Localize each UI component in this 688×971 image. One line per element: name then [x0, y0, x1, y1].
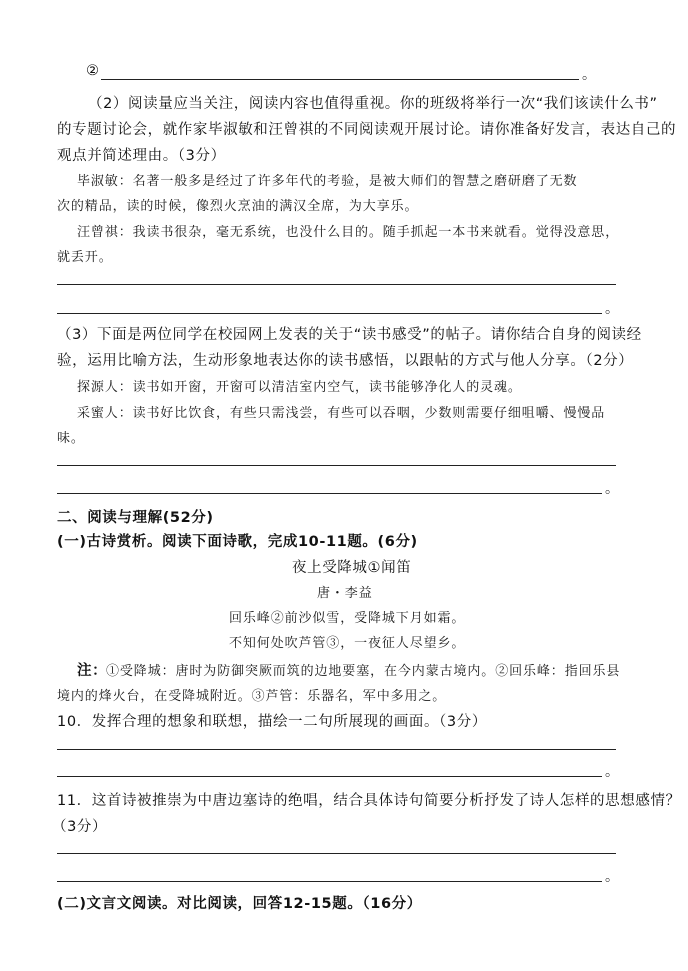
poem-line2: 不知何处吹芦管③，一夜征人尽望乡。	[229, 636, 466, 651]
answer-line-part3-1[interactable]	[57, 465, 616, 466]
part3-line1: （3）下面是两位同学在校园网上发表的关于“读书感受”的帖子。请你结合自身的阅读经	[57, 327, 642, 343]
bi-shumin-quote-line1: 毕淑敏：名著一般多是经过了许多年代的考验，是被大师们的智慧之磨研磨了无数	[77, 174, 578, 189]
part2-line3: 观点并简述理由。（3分）	[57, 148, 226, 164]
answer-line-q10-2[interactable]	[57, 776, 602, 777]
poem-line1: 回乐峰②前沙似雪，受降城下月如霜。	[229, 611, 466, 626]
q11-period: 。	[605, 869, 619, 885]
part3-period: 。	[605, 481, 619, 497]
caimiren-post-line2: 味。	[57, 431, 85, 446]
answer-line-item2[interactable]	[101, 79, 579, 80]
subsection2-heading: (二)文言文阅读。对比阅读，回答12-15题。（16分）	[57, 896, 422, 912]
subsection1-heading: (一)古诗赏析。阅读下面诗歌，完成10-11题。(6分)	[57, 534, 418, 550]
part2-line2: 的专题讨论会，就作家毕淑敏和汪曾祺的不同阅读观开展讨论。请你准备好发言，表达自己的	[57, 122, 677, 138]
part2-period: 。	[605, 301, 619, 317]
item2-marker: ②	[86, 63, 100, 79]
question-11-line1: 11．这首诗被推崇为中唐边塞诗的绝唱，结合具体诗句简要分析抒发了诗人怎样的思想感情？	[57, 793, 681, 809]
note-line1: ①受降城：唐时为防御突厥而筑的边地要塞，在今内蒙古境内。②回乐峰：指回乐县	[106, 664, 621, 679]
answer-line-q10-1[interactable]	[57, 749, 616, 750]
poem-title: 夜上受降城①闻笛	[292, 560, 412, 576]
q10-period: 。	[605, 764, 619, 780]
section2-title: 二、阅读与理解(52分)	[57, 510, 214, 526]
answer-line-part2-1[interactable]	[57, 284, 616, 285]
answer-line-q11-2[interactable]	[57, 881, 602, 882]
note-label: 注：	[77, 663, 108, 679]
wang-zengqi-quote-line2: 就丢开。	[57, 250, 113, 265]
answer-line-q11-1[interactable]	[57, 853, 616, 854]
bi-shumin-quote-line2: 次的精品，读的时候，像烈火烹油的满汉全席，为大享乐。	[57, 199, 419, 214]
answer-line-part2-2[interactable]	[57, 313, 602, 314]
item2-period: 。	[582, 67, 596, 83]
note-line2: 境内的烽火台，在受降城附近。③芦管：乐器名，军中多用之。	[57, 689, 447, 704]
question-11-line2: （3分）	[52, 819, 108, 835]
answer-line-part3-2[interactable]	[57, 493, 602, 494]
caimiren-post-line1: 采蜜人：读书好比饮食，有些只需浅尝，有些可以吞咽，少数则需要仔细咀嚼、慢慢品	[77, 406, 606, 421]
poem-author: 唐・李益	[317, 586, 373, 601]
tanyuanren-post: 探源人：读书如开窗，开窗可以清洁室内空气，读书能够净化人的灵魂。	[77, 380, 522, 395]
wang-zengqi-quote-line1: 汪曾祺：我读书很杂，毫无系统，也没什么目的。随手抓起一本书来就看。觉得没意思，	[77, 225, 620, 240]
part3-line2: 验，运用比喻方法，生动形象地表达你的读书感悟，以跟帖的方式与他人分享。（2分）	[57, 353, 634, 369]
part2-line1: （2）阅读量应当关注，阅读内容也值得重视。你的班级将举行一次“我们该读什么书”	[88, 96, 658, 112]
question-10: 10．发挥合理的想象和联想，描绘一二句所展现的画面。（3分）	[57, 714, 487, 730]
